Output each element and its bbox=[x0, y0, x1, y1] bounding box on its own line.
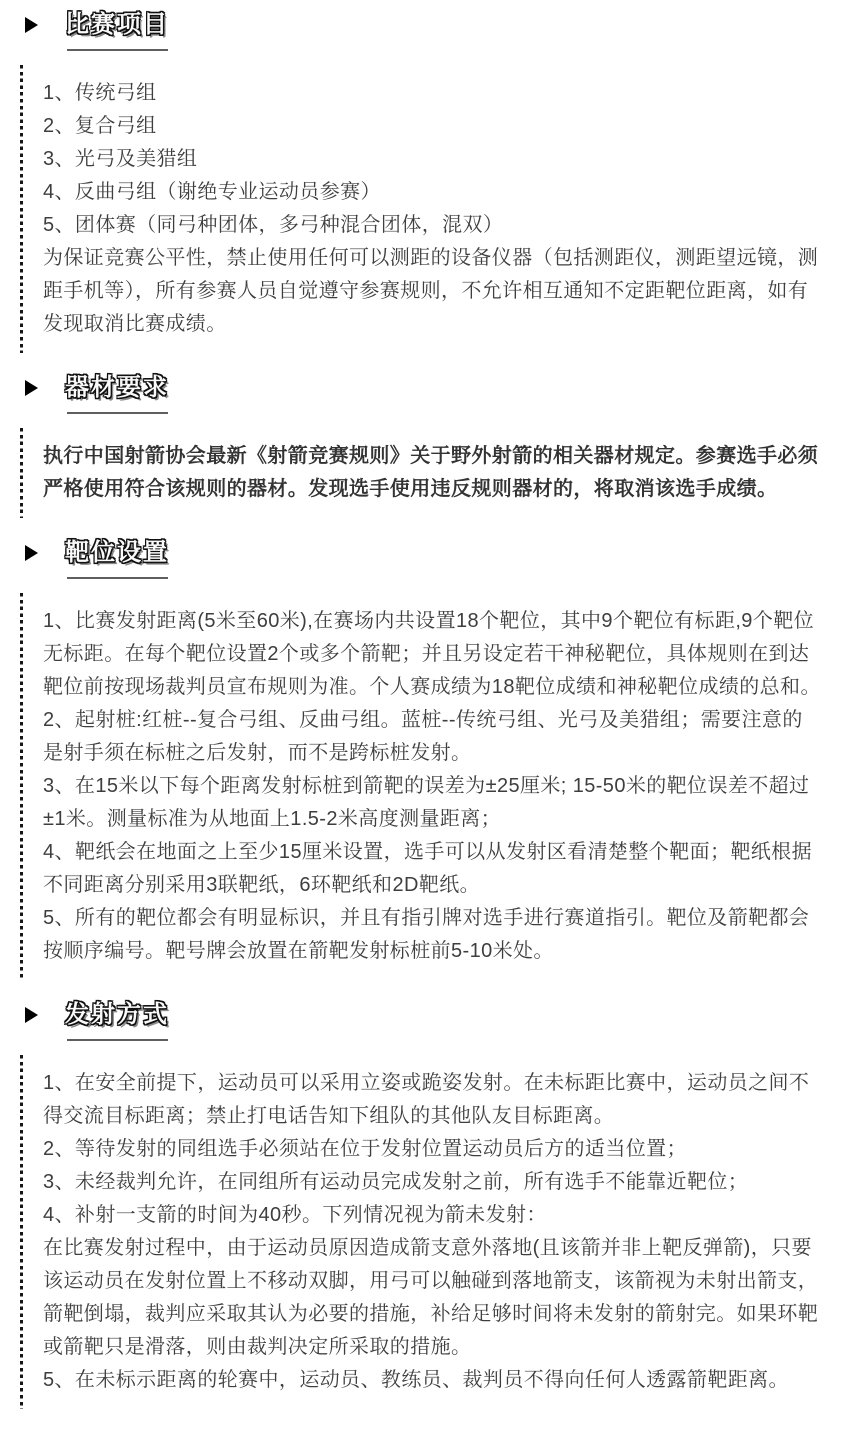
list-item: 1、在安全前提下，运动员可以采用立姿或跪姿发射。在未标距比赛中，运动员之间不得交流目标距离；禁止打电话告知下组队的其他队友目标距离。 bbox=[43, 1072, 810, 1127]
list-item: 2、等待发射的同组选手必须站在位于发射位置运动员后方的适当位置； bbox=[43, 1138, 687, 1160]
section-body bbox=[20, 1055, 845, 1409]
right-triangle-icon bbox=[25, 545, 38, 561]
paragraph: 在比赛发射过程中，由于运动员原因造成箭支意外落地(且该箭并非上靶反弹箭)，只要该运动员在发射位置上不移动双脚，用弓可以触碰到落地箭支，该箭视为未射出箭支，箭靶倒塌，裁判应采取其认为必要的措施，补给足够时间将未发射的箭射完。如果环靶或箭靶只是滑落，则由裁判决定所采取的措施。 bbox=[43, 1237, 819, 1358]
section-title-box bbox=[65, 10, 169, 51]
section-shooting-method bbox=[0, 1000, 845, 1409]
section-title-box bbox=[65, 1000, 169, 1041]
section-header bbox=[0, 1000, 845, 1041]
section-title: 器材要求 bbox=[65, 374, 169, 401]
dotted-left-border bbox=[20, 593, 23, 980]
list-item: 3、光弓及美猎组 bbox=[43, 148, 198, 170]
section-competition-events bbox=[0, 10, 845, 353]
list-item: 5、所有的靶位都会有明显标识，并且有指引牌对选手进行赛道指引。靶位及箭靶都会按顺序编号。靶号牌会放置在箭靶发射标桩前5-10米处。 bbox=[43, 907, 810, 962]
list-item: 4、靶纸会在地面之上至少15厘米设置，选手可以从发射区看清楚整个靶面；靶纸根据不同距离分别采用3联靶纸，6环靶纸和2D靶纸。 bbox=[43, 841, 812, 896]
section-equipment-requirements bbox=[0, 373, 845, 518]
right-triangle-icon bbox=[25, 17, 38, 33]
right-triangle-icon bbox=[25, 380, 38, 396]
list-item: 1、传统弓组 bbox=[43, 82, 157, 104]
list-item: 1、比赛发射距离(5米至60米),在赛场内共设置18个靶位，其中9个靶位有标距,9个靶位无标距。在每个靶位设置2个或多个箭靶；并且另设定若干神秘靶位，具体规则在到达靶位前按现场裁判员宣布规则为准。个人赛成绩为18靶位成绩和神秘靶位成绩的总和。 bbox=[43, 610, 821, 698]
dotted-left-border bbox=[20, 1055, 23, 1409]
list-item: 4、反曲弓组（谢绝专业运动员参赛） bbox=[43, 181, 381, 203]
section-title-box bbox=[65, 538, 169, 579]
section-title: 靶位设置 bbox=[65, 539, 169, 566]
list-item: 4、补射一支箭的时间为40秒。下列情况视为箭未发射： bbox=[43, 1204, 547, 1226]
title-underline bbox=[67, 1039, 168, 1041]
section-body bbox=[20, 65, 845, 353]
section-title-box bbox=[65, 373, 169, 414]
paragraph: 执行中国射箭协会最新《射箭竞赛规则》关于野外射箭的相关器材规定。参赛选手必须严格使用符合该规则的器材。发现选手使用违反规则器材的，将取消该选手成绩。 bbox=[43, 445, 819, 500]
list-item: 3、在15米以下每个距离发射标桩到箭靶的误差为±25厘米; 15-50米的靶位误差不超过±1米。测量标准为从地面上1.5-2米高度测量距离； bbox=[43, 775, 810, 830]
right-triangle-icon bbox=[25, 1007, 38, 1023]
list-item: 3、未经裁判允许，在同组所有运动员完成发射之前，所有选手不能靠近靶位； bbox=[43, 1171, 749, 1193]
dotted-left-border bbox=[20, 428, 23, 518]
dotted-left-border bbox=[20, 65, 23, 353]
title-underline bbox=[67, 577, 168, 579]
section-header bbox=[0, 10, 845, 51]
section-header bbox=[0, 538, 845, 579]
paragraph: 为保证竞赛公平性，禁止使用任何可以测距的设备仪器（包括测距仪，测距望远镜，测距手机等），所有参赛人员自觉遵守参赛规则，不允许相互通知不定距靶位距离，如有发现取消比赛成绩。 bbox=[43, 247, 819, 335]
section-title: 发射方式 bbox=[65, 1001, 169, 1028]
section-target-setup bbox=[0, 538, 845, 980]
section-title: 比赛项目 bbox=[65, 11, 169, 38]
list-item: 2、起射桩:红桩--复合弓组、反曲弓组。蓝桩--传统弓组、光弓及美猎组；需要注意的是射手须在标桩之后发射，而不是跨标桩发射。 bbox=[43, 709, 803, 764]
title-underline bbox=[67, 412, 168, 414]
title-underline bbox=[67, 49, 168, 51]
section-body bbox=[20, 428, 845, 518]
list-item: 5、在未标示距离的轮赛中，运动员、教练员、裁判员不得向任何人透露箭靶距离。 bbox=[43, 1369, 789, 1391]
section-header bbox=[0, 373, 845, 414]
list-item: 5、团体赛（同弓种团体，多弓种混合团体，混双） bbox=[43, 214, 504, 236]
list-item: 2、复合弓组 bbox=[43, 115, 157, 137]
section-body bbox=[20, 593, 845, 980]
